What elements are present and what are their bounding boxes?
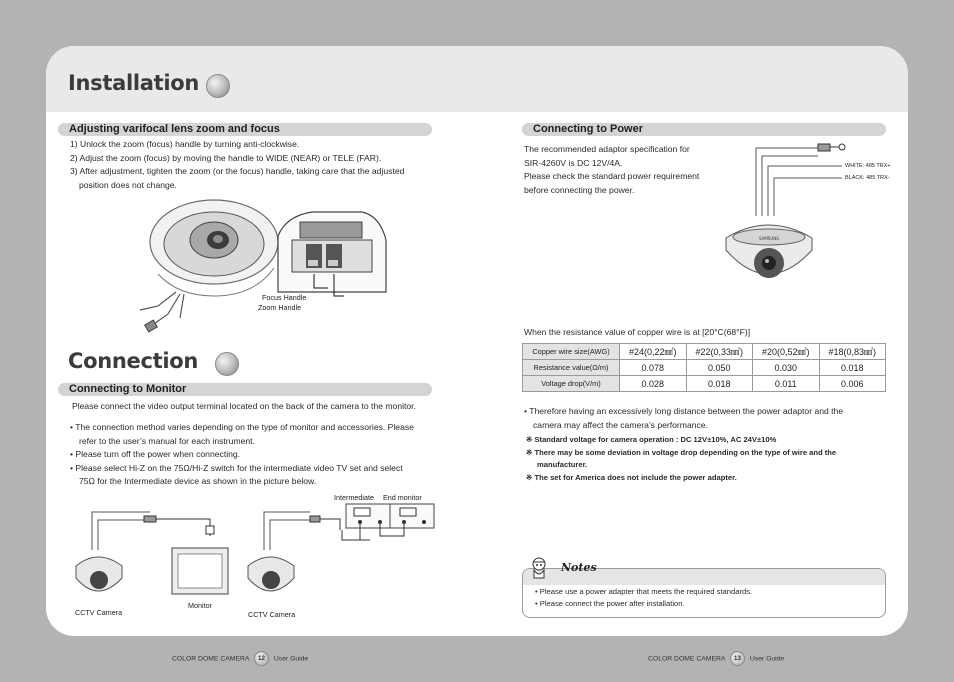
monitor-bullet-3: • Please select Hi-Z on the 75Ω/Hi-Z switch for the intermediate video TV set and select: [70, 462, 403, 473]
table-cell: 0.028: [620, 376, 687, 392]
table-row: [523, 344, 886, 360]
zoom-step-3: 3) After adjustment, tighten the zoom (or the focus) handle, taking care that the adjusted: [70, 166, 405, 176]
long-distance-bullet: [524, 405, 884, 432]
voltage-notes: [526, 434, 882, 484]
zoom-steps: [70, 138, 440, 192]
monitor-bullets: [70, 421, 440, 489]
zoom-step-3-cont: position does not change.: [79, 179, 177, 190]
resistance-table: [522, 343, 886, 392]
zoom-section-header: Adjusting varifocal lens zoom and focus: [58, 123, 432, 136]
voltage-note-2-cont: manufacturer.: [537, 460, 588, 469]
cctv-camera-label-2: CCTV Camera: [248, 610, 296, 619]
power-text: [524, 143, 724, 197]
notes-item-2: • Please connect the power after installation.: [535, 599, 685, 608]
power-camera-illustration: [722, 138, 898, 294]
power-line-3: Please check the standard power requirement: [524, 171, 700, 181]
table-cell: 0.078: [620, 360, 687, 376]
monitor-bullet-2: • Please turn off the power when connecting.: [70, 449, 241, 459]
monitor-label: Monitor: [188, 601, 212, 610]
footer-product-left: COLOR DOME CAMERA: [172, 655, 250, 663]
monitor-section-header: Connecting to Monitor: [58, 383, 432, 396]
camera-brand-text: SAMSUNG: [759, 236, 780, 241]
table-cell: 0.018: [819, 360, 886, 376]
page-number-13: 13: [730, 651, 745, 666]
footer-right: [648, 651, 784, 666]
focus-handle-label: Focus Handle: [262, 293, 307, 302]
monitor-bullet-3-cont: 75Ω for the Intermediate device as shown in the picture below.: [79, 476, 317, 486]
notes-mascot-icon: [528, 556, 552, 582]
footer-left: [172, 651, 308, 666]
table-cell: 0.018: [686, 376, 753, 392]
column-header: #22(0,33㎟): [686, 344, 753, 360]
notes-items: [535, 586, 752, 610]
footer-guide-left: User Guide: [273, 655, 309, 663]
notes-title: Notes: [561, 561, 597, 574]
dome-camera-lens-illustration: [118, 196, 388, 344]
white-wire-label: WHITE: 485 TRX+: [845, 163, 891, 169]
voltage-note-2: ※ There may be some deviation in voltage drop depending on the type of wire and the: [526, 447, 837, 457]
page-number-12: 12: [254, 651, 269, 666]
monitor-connection-diagram: [70, 500, 440, 610]
black-wire-label: BLACK: 485 TRX-: [845, 175, 890, 181]
zoom-step-1: 1) Unlock the zoom (focus) handle by turning anti-clockwise.: [70, 139, 300, 149]
power-line-1: The recommended adaptor specification for: [524, 144, 690, 154]
column-header: #24(0,22㎟): [620, 344, 687, 360]
monitor-intro: Please connect the video output terminal located on the back of the camera to the monitor.: [72, 401, 416, 411]
long-bullet-line-2: camera may affect the camera’s performance.: [533, 419, 708, 430]
column-header: #18(0,83㎟): [819, 344, 886, 360]
zoom-handle-label: Zoom Handle: [258, 303, 302, 312]
resistance-caption: When the resistance value of copper wire is at [20°C(68°F)]: [524, 327, 751, 337]
end-monitor-label: End monitor: [383, 493, 422, 502]
long-bullet-line-1: • Therefore having an excessively long distance between the power adaptor and the: [524, 406, 844, 416]
monitor-bullet-1: • The connection method varies depending on the type of monitor and accessories. Please: [70, 422, 414, 432]
table-cell: 0.011: [753, 376, 820, 392]
monitor-bullet-1-cont: refer to the user’s manual for each instrument.: [79, 435, 255, 446]
row-label: Copper wire size(AWG): [523, 344, 620, 360]
table-row: [523, 376, 886, 392]
column-header: #20(0,52㎟): [753, 344, 820, 360]
table-row: [523, 360, 886, 376]
zoom-step-2: 2) Adjust the zoom (focus) by moving the handle to WIDE (NEAR) or TELE (FAR).: [70, 152, 382, 163]
connection-title: Connection: [68, 349, 199, 373]
notes-box: [522, 561, 886, 618]
title-orb-icon: [206, 74, 230, 98]
table-cell: 0.050: [686, 360, 753, 376]
power-line-2: SIR-4260V is DC 12V/4A.: [524, 157, 623, 168]
connection-orb-icon: [215, 352, 239, 376]
footer-guide-right: User Guide: [749, 655, 785, 663]
voltage-note-1: ※ Standard voltage for camera operation : DC 12V±10%, AC 24V±10%: [526, 435, 777, 444]
row-label: Voltage drop(V/m): [523, 376, 620, 392]
table-cell: 0.006: [819, 376, 886, 392]
table-cell: 0.030: [753, 360, 820, 376]
footer-product-right: COLOR DOME CAMERA: [648, 655, 726, 663]
row-label: Resistance value(Ω/m): [523, 360, 620, 376]
voltage-note-3: ※ The set for America does not include the power adapter.: [526, 472, 737, 482]
cctv-camera-label-1: CCTV Camera: [75, 608, 123, 617]
power-section-header: Connecting to Power: [522, 123, 886, 136]
installation-title: Installation: [68, 71, 200, 95]
intermediate-label: Intermediate: [334, 493, 374, 502]
power-line-4: before connecting the power.: [524, 184, 635, 195]
notes-item-1: • Please use a power adapter that meets the required standards.: [535, 587, 753, 596]
